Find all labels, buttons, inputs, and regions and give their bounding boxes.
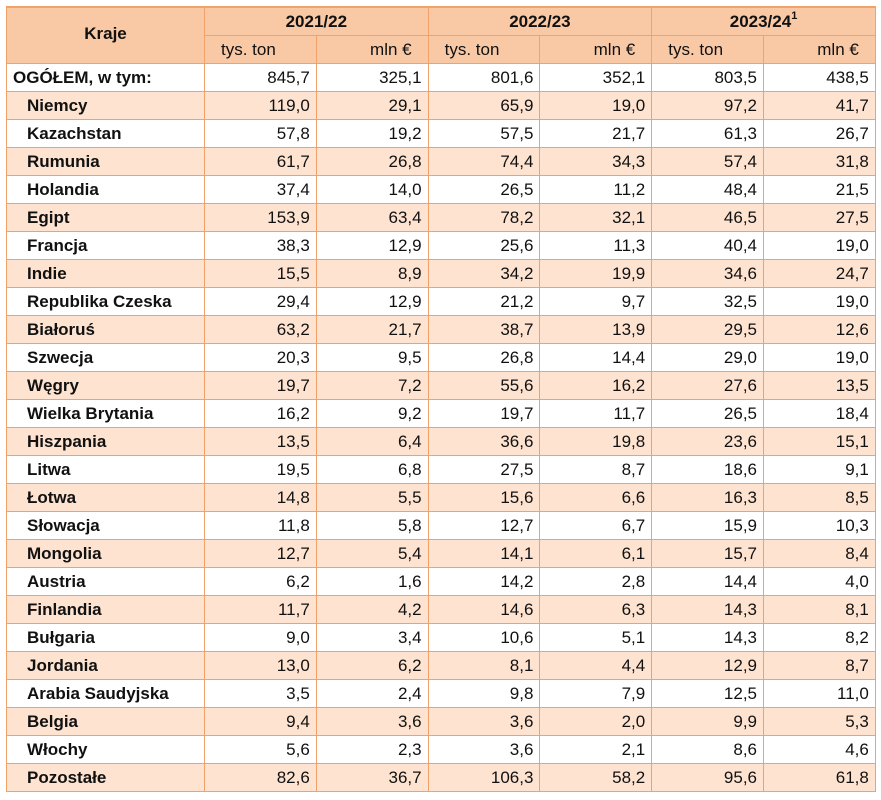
tons-value-cell: 12,9 [652,652,764,680]
tons-value-cell: 82,6 [205,764,317,792]
eur-value-cell: 26,7 [764,120,876,148]
tons-value-cell: 9,4 [205,708,317,736]
tons-value-cell: 9,8 [428,680,540,708]
eur-value-cell: 11,7 [540,400,652,428]
tons-value-cell: 16,3 [652,484,764,512]
unit-eur-header: mln € [316,36,428,64]
tons-value-cell: 61,3 [652,120,764,148]
eur-value-cell: 438,5 [764,64,876,92]
table-row [7,288,876,316]
eur-value-cell: 2,4 [316,680,428,708]
eur-value-cell: 2,0 [540,708,652,736]
tons-value-cell: 19,7 [205,372,317,400]
tons-value-cell: 27,5 [428,456,540,484]
tons-value-cell: 32,5 [652,288,764,316]
eur-value-cell: 11,2 [540,176,652,204]
table-row [7,456,876,484]
table-row [7,204,876,232]
eur-value-cell: 63,4 [316,204,428,232]
tons-value-cell: 19,5 [205,456,317,484]
tons-value-cell: 8,1 [428,652,540,680]
eur-value-cell: 8,9 [316,260,428,288]
eur-value-cell: 41,7 [764,92,876,120]
tons-value-cell: 37,4 [205,176,317,204]
eur-value-cell: 6,4 [316,428,428,456]
eur-value-cell: 352,1 [540,64,652,92]
country-cell: OGÓŁEM, w tym: [7,64,205,92]
tons-value-cell: 78,2 [428,204,540,232]
tons-value-cell: 11,7 [205,596,317,624]
table-header [7,7,876,64]
eur-value-cell: 6,2 [316,652,428,680]
table-row [7,260,876,288]
eur-value-cell: 6,7 [540,512,652,540]
eur-value-cell: 3,6 [316,708,428,736]
tons-value-cell: 14,4 [652,568,764,596]
table-row [7,232,876,260]
country-cell: Egipt [7,204,205,232]
table-row [7,680,876,708]
unit-tons-header: tys. ton [428,36,540,64]
tons-value-cell: 26,5 [652,400,764,428]
total-row [7,64,876,92]
eur-value-cell: 8,1 [764,596,876,624]
eur-value-cell: 14,0 [316,176,428,204]
eur-value-cell: 19,0 [764,344,876,372]
tons-value-cell: 5,6 [205,736,317,764]
tons-value-cell: 20,3 [205,344,317,372]
country-cell: Mongolia [7,540,205,568]
tons-value-cell: 14,3 [652,624,764,652]
eur-value-cell: 7,2 [316,372,428,400]
eur-value-cell: 5,4 [316,540,428,568]
tons-value-cell: 57,5 [428,120,540,148]
country-cell: Włochy [7,736,205,764]
eur-value-cell: 24,7 [764,260,876,288]
country-cell: Litwa [7,456,205,484]
eur-value-cell: 21,5 [764,176,876,204]
eur-value-cell: 2,8 [540,568,652,596]
eur-value-cell: 12,9 [316,232,428,260]
table-row [7,92,876,120]
export-table-container [6,6,876,792]
eur-value-cell: 8,7 [764,652,876,680]
table-row [7,540,876,568]
eur-value-cell: 5,1 [540,624,652,652]
tons-value-cell: 803,5 [652,64,764,92]
tons-value-cell: 801,6 [428,64,540,92]
tons-value-cell: 29,4 [205,288,317,316]
tons-value-cell: 34,2 [428,260,540,288]
eur-value-cell: 15,1 [764,428,876,456]
country-cell: Bułgaria [7,624,205,652]
eur-value-cell: 5,8 [316,512,428,540]
tons-value-cell: 74,4 [428,148,540,176]
eur-value-cell: 13,5 [764,372,876,400]
eur-value-cell: 325,1 [316,64,428,92]
table-row [7,176,876,204]
tons-value-cell: 29,0 [652,344,764,372]
unit-tons-header: tys. ton [205,36,317,64]
tons-value-cell: 27,6 [652,372,764,400]
tons-value-cell: 95,6 [652,764,764,792]
tons-value-cell: 8,6 [652,736,764,764]
country-cell: Hiszpania [7,428,205,456]
country-cell: Białoruś [7,316,205,344]
country-cell: Węgry [7,372,205,400]
table-row [7,568,876,596]
tons-value-cell: 12,7 [428,512,540,540]
eur-value-cell: 14,4 [540,344,652,372]
tons-value-cell: 65,9 [428,92,540,120]
table-row [7,372,876,400]
eur-value-cell: 12,9 [316,288,428,316]
country-cell: Niemcy [7,92,205,120]
tons-value-cell: 29,5 [652,316,764,344]
tons-value-cell: 119,0 [205,92,317,120]
tons-value-cell: 57,8 [205,120,317,148]
eur-value-cell: 12,6 [764,316,876,344]
country-cell: Arabia Saudyjska [7,680,205,708]
tons-value-cell: 3,6 [428,708,540,736]
country-cell: Łotwa [7,484,205,512]
tons-value-cell: 46,5 [652,204,764,232]
table-row [7,736,876,764]
table-row [7,344,876,372]
tons-value-cell: 61,7 [205,148,317,176]
eur-value-cell: 58,2 [540,764,652,792]
tons-value-cell: 19,7 [428,400,540,428]
year-header-2021-22: 2021/22 [205,7,429,36]
eur-value-cell: 4,2 [316,596,428,624]
table-row [7,400,876,428]
eur-value-cell: 13,9 [540,316,652,344]
eur-value-cell: 4,4 [540,652,652,680]
eur-value-cell: 8,2 [764,624,876,652]
tons-value-cell: 14,1 [428,540,540,568]
tons-value-cell: 13,0 [205,652,317,680]
eur-value-cell: 4,0 [764,568,876,596]
eur-value-cell: 21,7 [316,316,428,344]
country-cell: Finlandia [7,596,205,624]
eur-value-cell: 18,4 [764,400,876,428]
country-cell: Francja [7,232,205,260]
eur-value-cell: 9,5 [316,344,428,372]
tons-value-cell: 18,6 [652,456,764,484]
table-row [7,596,876,624]
tons-value-cell: 97,2 [652,92,764,120]
tons-value-cell: 12,5 [652,680,764,708]
eur-value-cell: 36,7 [316,764,428,792]
country-cell: Kazachstan [7,120,205,148]
tons-value-cell: 14,3 [652,596,764,624]
tons-value-cell: 14,2 [428,568,540,596]
eur-value-cell: 9,1 [764,456,876,484]
table-row [7,512,876,540]
year-header-row [7,7,876,36]
table-row [7,708,876,736]
table-row [7,624,876,652]
tons-value-cell: 14,6 [428,596,540,624]
eur-value-cell: 32,1 [540,204,652,232]
eur-value-cell: 34,3 [540,148,652,176]
country-cell: Holandia [7,176,205,204]
eur-value-cell: 8,7 [540,456,652,484]
country-cell: Słowacja [7,512,205,540]
eur-value-cell: 26,8 [316,148,428,176]
table-body [7,64,876,792]
eur-value-cell: 2,1 [540,736,652,764]
tons-value-cell: 153,9 [205,204,317,232]
tons-value-cell: 36,6 [428,428,540,456]
eur-value-cell: 5,5 [316,484,428,512]
eur-value-cell: 11,0 [764,680,876,708]
eur-value-cell: 21,7 [540,120,652,148]
eur-value-cell: 19,0 [540,92,652,120]
tons-value-cell: 25,6 [428,232,540,260]
eur-value-cell: 5,3 [764,708,876,736]
tons-value-cell: 26,5 [428,176,540,204]
eur-value-cell: 8,5 [764,484,876,512]
tons-value-cell: 57,4 [652,148,764,176]
eur-value-cell: 7,9 [540,680,652,708]
table-row [7,148,876,176]
country-cell: Wielka Brytania [7,400,205,428]
tons-value-cell: 38,3 [205,232,317,260]
eur-value-cell: 8,4 [764,540,876,568]
tons-value-cell: 13,5 [205,428,317,456]
eur-value-cell: 9,7 [540,288,652,316]
eur-value-cell: 6,1 [540,540,652,568]
tons-value-cell: 3,6 [428,736,540,764]
eur-value-cell: 19,0 [764,232,876,260]
eur-value-cell: 19,8 [540,428,652,456]
eur-value-cell: 10,3 [764,512,876,540]
tons-value-cell: 12,7 [205,540,317,568]
eur-value-cell: 1,6 [316,568,428,596]
tons-value-cell: 10,6 [428,624,540,652]
unit-tons-header: tys. ton [652,36,764,64]
unit-eur-header: mln € [764,36,876,64]
tons-value-cell: 6,2 [205,568,317,596]
country-column-header: Kraje [7,7,205,64]
table-row [7,484,876,512]
tons-value-cell: 48,4 [652,176,764,204]
eur-value-cell: 31,8 [764,148,876,176]
eur-value-cell: 61,8 [764,764,876,792]
tons-value-cell: 21,2 [428,288,540,316]
eur-value-cell: 19,9 [540,260,652,288]
tons-value-cell: 11,8 [205,512,317,540]
country-cell: Belgia [7,708,205,736]
eur-value-cell: 2,3 [316,736,428,764]
eur-value-cell: 4,6 [764,736,876,764]
footnote-marker: 1 [791,10,798,23]
eur-value-cell: 6,3 [540,596,652,624]
country-cell: Szwecja [7,344,205,372]
country-cell: Austria [7,568,205,596]
eur-value-cell: 27,5 [764,204,876,232]
table-row [7,120,876,148]
tons-value-cell: 9,0 [205,624,317,652]
country-cell: Republika Czeska [7,288,205,316]
table-row [7,652,876,680]
unit-eur-header: mln € [540,36,652,64]
country-cell: Pozostałe [7,764,205,792]
tons-value-cell: 9,9 [652,708,764,736]
table-row [7,764,876,792]
tons-value-cell: 15,6 [428,484,540,512]
eur-value-cell: 3,4 [316,624,428,652]
tons-value-cell: 63,2 [205,316,317,344]
tons-value-cell: 106,3 [428,764,540,792]
tons-value-cell: 26,8 [428,344,540,372]
tons-value-cell: 14,8 [205,484,317,512]
tons-value-cell: 16,2 [205,400,317,428]
eur-value-cell: 9,2 [316,400,428,428]
tons-value-cell: 34,6 [652,260,764,288]
eur-value-cell: 19,2 [316,120,428,148]
country-cell: Jordania [7,652,205,680]
export-table [6,6,876,792]
tons-value-cell: 55,6 [428,372,540,400]
tons-value-cell: 15,5 [205,260,317,288]
year-header-2022-23: 2022/23 [428,7,652,36]
tons-value-cell: 845,7 [205,64,317,92]
eur-value-cell: 19,0 [764,288,876,316]
table-row [7,428,876,456]
eur-value-cell: 16,2 [540,372,652,400]
eur-value-cell: 11,3 [540,232,652,260]
tons-value-cell: 15,9 [652,512,764,540]
eur-value-cell: 29,1 [316,92,428,120]
eur-value-cell: 6,6 [540,484,652,512]
tons-value-cell: 3,5 [205,680,317,708]
tons-value-cell: 40,4 [652,232,764,260]
tons-value-cell: 23,6 [652,428,764,456]
country-cell: Rumunia [7,148,205,176]
year-header-2023-24: $2023/24^1$ [652,7,876,36]
country-cell: Indie [7,260,205,288]
table-row [7,316,876,344]
tons-value-cell: 38,7 [428,316,540,344]
tons-value-cell: 15,7 [652,540,764,568]
eur-value-cell: 6,8 [316,456,428,484]
